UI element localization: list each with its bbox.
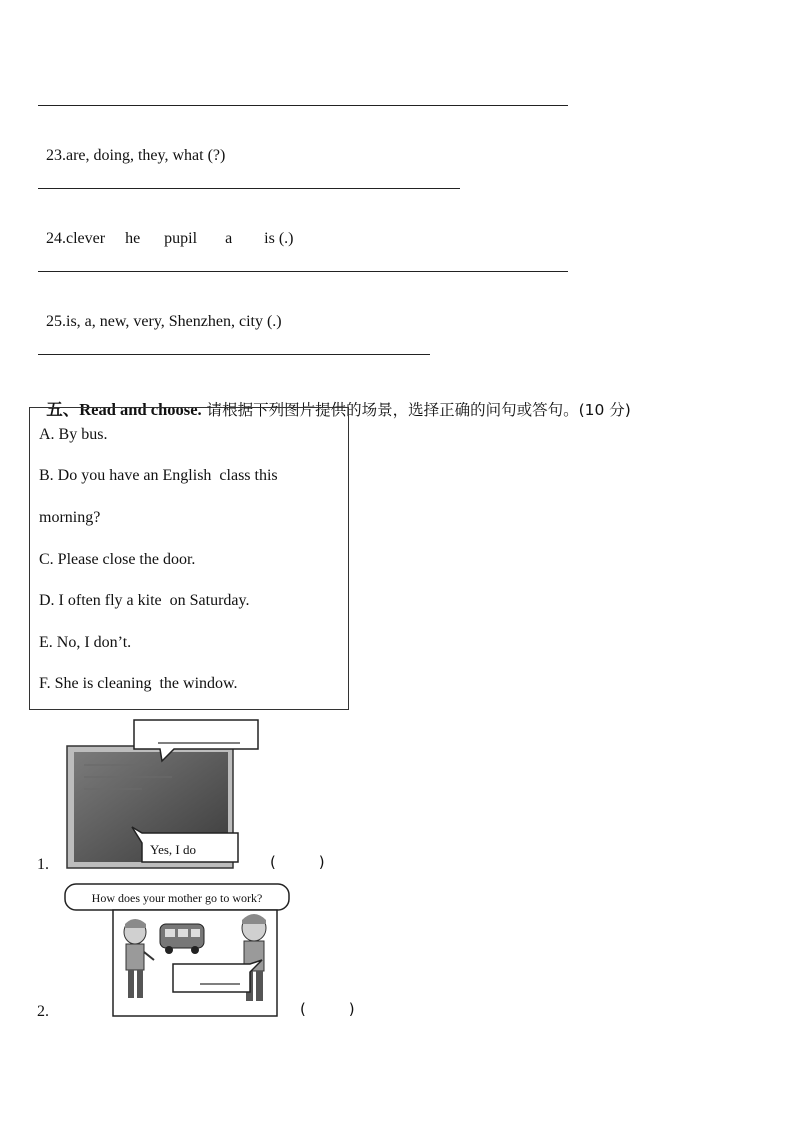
answer-line-24[interactable]: [38, 271, 568, 272]
option-f: F. She is cleaning the window.: [39, 675, 238, 692]
item-1-picture: [62, 717, 262, 873]
option-b-continued: morning?: [39, 509, 101, 526]
question-number: 24.: [46, 230, 66, 247]
question-text: are, doing, they, what (?): [66, 147, 226, 164]
question-24: [38, 212, 294, 248]
section-points: (10 分): [578, 401, 631, 419]
option-c: C. Please close the door.: [39, 551, 196, 568]
item-1-answer-paren[interactable]: ( ): [270, 853, 325, 871]
answer-line-25[interactable]: [38, 354, 430, 355]
options-box: [29, 407, 349, 710]
section-prefix: 五、: [46, 400, 80, 419]
item-1-number: 1.: [37, 856, 49, 873]
question-text: clever he pupil a is (.): [66, 230, 294, 247]
section-title-en: Read and choose.: [79, 400, 202, 419]
option-b: B. Do you have an English class this: [39, 467, 278, 484]
question-25: [38, 295, 282, 331]
item-2-number: 2.: [37, 1003, 49, 1020]
answer-line-23[interactable]: [38, 188, 460, 189]
question-number: 23.: [46, 147, 66, 164]
question-text: is, a, new, very, Shenzhen, city (.): [66, 313, 282, 330]
answer-line-22[interactable]: [38, 105, 568, 106]
question-23: [38, 129, 225, 165]
option-a: A. By bus.: [39, 426, 108, 443]
item-2-answer-paren[interactable]: ( ): [300, 1000, 355, 1018]
section-title-cn: 请根据下列图片提供的场景，选择正确的问句或答句。: [201, 401, 579, 419]
item-2-picture: [62, 880, 294, 1020]
item-2-bubble-text: How does your mother go to work?: [91, 891, 263, 905]
question-number: 25.: [46, 313, 66, 330]
option-d: D. I often fly a kite on Saturday.: [39, 592, 250, 609]
item-1-bubble-text: Yes, I do: [150, 842, 196, 857]
option-e: E. No, I don’t.: [39, 634, 132, 651]
